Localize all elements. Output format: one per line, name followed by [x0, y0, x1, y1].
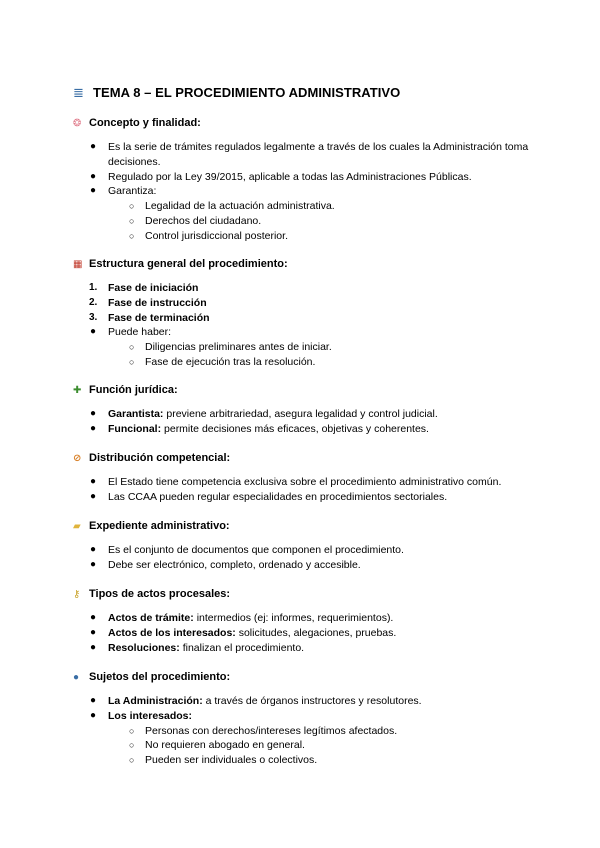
- section-estructura: [73, 257, 543, 370]
- sub-list-item: ○ Fase de ejecución tras la resolución.: [129, 355, 316, 368]
- list-item: ● Es la serie de trámites regulados legalmente a través de los cuales la Administración toma decisiones.: [90, 141, 529, 168]
- section-heading: ▰ Expediente administrativo:: [73, 520, 230, 532]
- section-distribucion: [73, 451, 543, 505]
- sub-list-item: ○ No requieren abogado en general.: [129, 739, 305, 752]
- sub-list-item: ○ Diligencias preliminares antes de iniciar.: [129, 341, 332, 354]
- key-icon: ⚷: [73, 589, 81, 600]
- sub-list-item: ○ Legalidad de la actuación administrativa.: [129, 200, 335, 213]
- list-item: ● El Estado tiene competencia exclusiva sobre el procedimiento administrativo común.: [90, 476, 502, 488]
- list-item: ● Puede haber:: [90, 326, 172, 339]
- scroll-icon: ≣: [73, 85, 84, 100]
- sub-list-item: ○ Personas con derechos/intereses legítimos afectados.: [129, 724, 398, 737]
- list-item: ● Garantista: previene arbitrariedad, asegura legalidad y control judicial.: [90, 408, 438, 420]
- brick-icon: ▦: [73, 259, 83, 270]
- section-heading: ⊘ Distribución competencial:: [73, 452, 231, 464]
- numbered-item: 2. Fase de instrucción: [89, 296, 207, 309]
- list-item: ● Los interesados:: [90, 709, 193, 722]
- list-item: ● Actos de los interesados: solicitudes, alegaciones, pruebas.: [90, 626, 397, 639]
- list-item: ● Resoluciones: finalizan el procedimiento.: [90, 641, 305, 654]
- section-heading: ● Sujetos del procedimiento:: [73, 671, 231, 683]
- section-expediente: [73, 519, 543, 573]
- section-heading: ▦ Estructura general del procedimiento:: [73, 258, 288, 270]
- section-sujetos: [73, 670, 543, 768]
- sub-list-item: ○ Control jurisdiccional posterior.: [129, 229, 288, 242]
- section-heading: ⚷ Tipos de actos procesales:: [73, 588, 231, 600]
- section-tipos: [73, 587, 543, 655]
- list-item: ● Garantiza:: [90, 185, 157, 198]
- puzzle-icon: ✚: [73, 385, 82, 396]
- section-heading: ❂ Concepto y finalidad:: [73, 117, 201, 129]
- brain-icon: ❂: [73, 118, 82, 129]
- list-item: ● Debe ser electrónico, completo, ordenado y accesible.: [90, 558, 361, 571]
- numbered-item: 3. Fase de terminación: [89, 311, 210, 324]
- sub-list-item: ○ Derechos del ciudadano.: [129, 214, 262, 227]
- compass-icon: ⊘: [73, 453, 82, 464]
- list-item: ● Actos de trámite: intermedios (ej: informes, requerimientos).: [90, 612, 394, 624]
- section-heading: ✚ Función jurídica:: [73, 384, 178, 396]
- section-funcion: [73, 383, 543, 437]
- list-item: ● Regulado por la Ley 39/2015, aplicable a todas las Administraciones Públicas.: [90, 170, 472, 183]
- list-item: ● Las CCAA pueden regular especialidades en procedimientos sectoriales.: [90, 490, 448, 503]
- folder-icon: ▰: [73, 521, 81, 532]
- list-item: ● Funcional: permite decisiones más eficaces, objetivas y coherentes.: [90, 422, 429, 435]
- list-item: ● La Administración: a través de órganos instructores y resolutores.: [90, 695, 422, 707]
- numbered-item: 1. Fase de iniciación: [89, 282, 199, 294]
- sub-list-item: ○ Pueden ser individuales o colectivos.: [129, 754, 318, 767]
- list-item: ● Es el conjunto de documentos que componen el procedimiento.: [90, 544, 404, 556]
- page-title: ≣ TEMA 8 – EL PROCEDIMIENTO ADMINISTRATIVO: [73, 85, 401, 100]
- person-icon: ●: [73, 672, 80, 683]
- section-concepto: [73, 116, 543, 244]
